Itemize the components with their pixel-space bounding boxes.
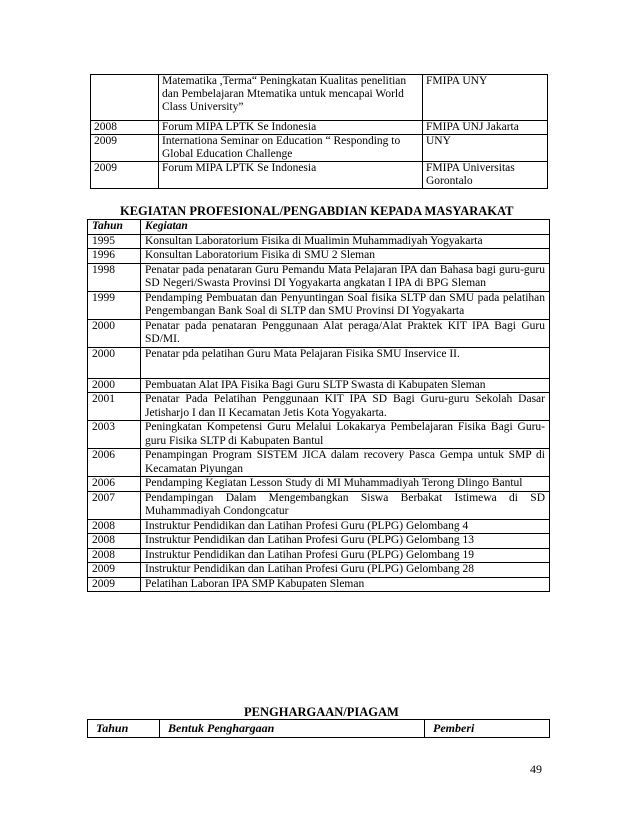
year-cell: 2008: [88, 534, 141, 549]
table-row: [88, 577, 550, 592]
year-cell: 2007: [88, 491, 141, 519]
section-title-professional-activities: KEGIATAN PROFESIONAL/PENGABDIAN KEPADA MASYARAKAT: [120, 204, 514, 218]
column-header-award: Bentuk Penghargaan: [160, 720, 425, 738]
year-cell: 2009: [88, 577, 141, 592]
year-cell: 1998: [88, 263, 141, 291]
activity-cell: Penatar Pada Pelatihan Penggunaan KIT IPA SD Bagi Guru-guru Sekolah Dasar Jetisharjo I dan II Kecamatan Jetis Kota Yogyakarta.: [141, 393, 550, 421]
activities-table: [87, 219, 550, 592]
table-row: [88, 449, 550, 477]
table-row: [88, 347, 550, 378]
table-row: [88, 263, 550, 291]
table-row: [91, 162, 548, 189]
table-row: [91, 121, 548, 135]
table-row: [88, 249, 550, 264]
activity-cell: Pendamping Kegiatan Lesson Study di MI Muhammadiyah Terong Dlingo Bantul: [141, 477, 550, 492]
organizer-cell: FMIPA Universitas Gorontalo: [423, 162, 548, 189]
table-row: [88, 319, 550, 347]
year-cell: 1995: [88, 234, 141, 249]
year-cell: 2000: [88, 347, 141, 378]
column-header-year: Tahun: [88, 220, 141, 235]
organizer-cell: UNY: [423, 135, 548, 162]
activity-cell: Penatar pada penataran Guru Pemandu Mata Pelajaran IPA dan Bahasa bagi guru-guru SD Negeri/Swasta Provinsi DI Yogyakarta angkatan I IPA di BPG Sleman: [141, 263, 550, 291]
table-row: [88, 519, 550, 534]
activity-cell: Konsultan Laboratorium Fisika di SMU 2 Sleman: [141, 249, 550, 264]
table-row: [88, 291, 550, 319]
activity-cell: Penampingan Program SISTEM JICA dalam recovery Pasca Gempa untuk SMP di Kecamatan Piyungan: [141, 449, 550, 477]
activity-cell: Penatar pada penataran Penggunaan Alat peraga/Alat Praktek KIT IPA Bagi Guru SD/MI.: [141, 319, 550, 347]
table-row: [88, 491, 550, 519]
event-cell: Matematika ,Terma“ Peningkatan Kualitas penelitian dan Pembelajaran Mtematika untuk mencapai World Class University”: [159, 75, 423, 121]
awards-table: [87, 719, 550, 738]
year-cell: 2006: [88, 477, 141, 492]
year-cell: 2001: [88, 393, 141, 421]
section-title-awards: PENGHARGAAN/PIAGAM: [244, 705, 399, 719]
year-cell: 1999: [88, 291, 141, 319]
year-cell: 2009: [88, 563, 141, 578]
table-row: [88, 548, 550, 563]
year-cell: 1996: [88, 249, 141, 264]
page-number: 49: [530, 762, 542, 776]
table-row: [91, 135, 548, 162]
table-row: [88, 563, 550, 578]
table-row: [91, 75, 548, 121]
activity-cell: Pendamping Pembuatan dan Penyuntingan Soal fisika SLTP dan SMU pada pelatihan Pengembangan Bank Soal di SLTP dan SMU Provinsi DI Yogyakarta: [141, 291, 550, 319]
year-cell: 2009: [91, 162, 159, 189]
year-cell: 2000: [88, 378, 141, 393]
table-row: [88, 393, 550, 421]
year-cell: 2008: [88, 519, 141, 534]
organizer-cell: FMIPA UNJ Jakarta: [423, 121, 548, 135]
table-header-row: [88, 220, 550, 235]
activity-cell: Pelatihan Laboran IPA SMP Kabupaten Sleman: [141, 577, 550, 592]
year-cell: 2006: [88, 449, 141, 477]
activity-cell: Instruktur Pendidikan dan Latihan Profesi Guru (PLPG) Gelombang 19: [141, 548, 550, 563]
activity-cell: Penatar pda pelatihan Guru Mata Pelajaran Fisika SMU Inservice II.: [141, 347, 550, 378]
activity-cell: Instruktur Pendidikan dan Latihan Profesi Guru (PLPG) Gelombang 4: [141, 519, 550, 534]
column-header-year: Tahun: [88, 720, 160, 738]
year-cell: 2003: [88, 421, 141, 449]
year-cell: [91, 75, 159, 121]
activity-cell: Peningkatan Kompetensi Guru Melalui Lokakarya Pembelajaran Fisika Bagi Guru-guru Fisika SLTP di Kabupaten Bantul: [141, 421, 550, 449]
column-header-giver: Pemberi: [425, 720, 550, 738]
event-cell: Forum MIPA LPTK Se Indonesia: [159, 162, 423, 189]
activity-cell: Instruktur Pendidikan dan Latihan Profesi Guru (PLPG) Gelombang 28: [141, 563, 550, 578]
year-cell: 2008: [88, 548, 141, 563]
activity-cell: Pendampingan Dalam Mengembangkan Siswa Berbakat Istimewa di SD Muhammadiyah Condongcatur: [141, 491, 550, 519]
table-row: [88, 534, 550, 549]
activity-cell: Konsultan Laboratorium Fisika di Mualimin Muhammadiyah Yogyakarta: [141, 234, 550, 249]
year-cell: 2008: [91, 121, 159, 135]
organizer-cell: FMIPA UNY: [423, 75, 548, 121]
table-row: [88, 234, 550, 249]
table-row: [88, 477, 550, 492]
seminar-table: [90, 74, 548, 189]
table-row: [88, 421, 550, 449]
activity-cell: Pembuatan Alat IPA Fisika Bagi Guru SLTP Swasta di Kabupaten Sleman: [141, 378, 550, 393]
table-header-row: [88, 720, 550, 738]
event-cell: Forum MIPA LPTK Se Indonesia: [159, 121, 423, 135]
year-cell: 2000: [88, 319, 141, 347]
event-cell: Internationa Seminar on Education “ Responding to Global Education Challenge: [159, 135, 423, 162]
table-row: [88, 378, 550, 393]
activity-cell: Instruktur Pendidikan dan Latihan Profesi Guru (PLPG) Gelombang 13: [141, 534, 550, 549]
year-cell: 2009: [91, 135, 159, 162]
column-header-activity: Kegiatan: [141, 220, 550, 235]
